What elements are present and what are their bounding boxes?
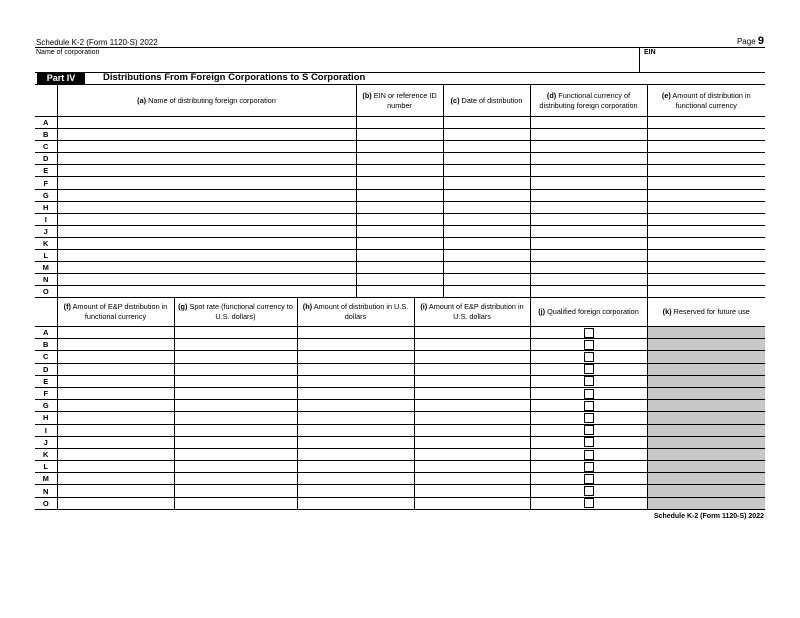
input-cell-h[interactable] [297, 339, 414, 351]
input-cell-i[interactable] [414, 375, 530, 387]
input-cell-f[interactable] [57, 327, 174, 339]
row-label: I [35, 213, 57, 225]
qualified-foreign-corporation-checkbox[interactable] [584, 425, 594, 435]
input-cell-i[interactable] [414, 363, 530, 375]
table-row [35, 387, 765, 399]
input-cell-g[interactable] [174, 473, 297, 485]
table-row [35, 375, 765, 387]
input-cell-a[interactable] [57, 177, 356, 189]
input-cell-e[interactable] [647, 153, 765, 165]
table-row [35, 141, 765, 153]
input-cell-e[interactable] [647, 189, 765, 201]
input-cell-a[interactable] [57, 262, 356, 274]
input-cell-i[interactable] [414, 424, 530, 436]
qualified-foreign-corporation-checkbox[interactable] [584, 340, 594, 350]
input-cell-a[interactable] [57, 165, 356, 177]
input-cell-e[interactable] [647, 177, 765, 189]
input-cell-f[interactable] [57, 412, 174, 424]
row-label: M [35, 473, 57, 485]
table-row [35, 351, 765, 363]
input-cell-g[interactable] [174, 375, 297, 387]
input-cell-c[interactable] [443, 250, 530, 262]
input-cell-i[interactable] [414, 436, 530, 448]
input-cell-c[interactable] [443, 213, 530, 225]
reserved-cell [647, 327, 765, 339]
input-cell-f[interactable] [57, 400, 174, 412]
input-cell-b[interactable] [356, 274, 443, 286]
input-cell-d[interactable] [530, 250, 647, 262]
input-cell-i[interactable] [414, 497, 530, 509]
input-cell-i[interactable] [414, 461, 530, 473]
input-cell-g[interactable] [174, 339, 297, 351]
input-cell-a[interactable] [57, 213, 356, 225]
input-cell-a[interactable] [57, 201, 356, 213]
input-cell-a[interactable] [57, 117, 356, 129]
row-label: K [35, 237, 57, 249]
row-label: A [35, 117, 57, 129]
reserved-cell [647, 485, 765, 497]
column-header-f: (f) Amount of E&P distribution in functional currency [57, 298, 174, 327]
row-label: B [35, 339, 57, 351]
input-cell-c[interactable] [443, 225, 530, 237]
row-label: L [35, 461, 57, 473]
input-cell-b[interactable] [356, 213, 443, 225]
qualified-foreign-corporation-cell [530, 461, 647, 473]
reserved-cell [647, 375, 765, 387]
reserved-cell [647, 497, 765, 509]
input-cell-g[interactable] [174, 363, 297, 375]
distributions-table-1 [35, 84, 765, 298]
row-label: G [35, 400, 57, 412]
input-cell-a[interactable] [57, 153, 356, 165]
input-cell-d[interactable] [530, 177, 647, 189]
input-cell-h[interactable] [297, 497, 414, 509]
qualified-foreign-corporation-cell [530, 485, 647, 497]
input-cell-d[interactable] [530, 165, 647, 177]
page-number [737, 35, 764, 47]
table-row [35, 201, 765, 213]
input-cell-c[interactable] [443, 165, 530, 177]
table-row [35, 213, 765, 225]
input-cell-g[interactable] [174, 424, 297, 436]
qualified-foreign-corporation-checkbox[interactable] [584, 401, 594, 411]
column-header-g: (g) Spot rate (functional currency to U.S. dollars) [174, 298, 297, 327]
input-cell-e[interactable] [647, 201, 765, 213]
input-cell-b[interactable] [356, 129, 443, 141]
table-row [35, 448, 765, 460]
input-cell-h[interactable] [297, 424, 414, 436]
table-row [35, 237, 765, 249]
qualified-foreign-corporation-cell [530, 339, 647, 351]
qualified-foreign-corporation-cell [530, 436, 647, 448]
input-cell-h[interactable] [297, 461, 414, 473]
reserved-cell [647, 424, 765, 436]
input-cell-c[interactable] [443, 262, 530, 274]
input-cell-d[interactable] [530, 153, 647, 165]
table-row [35, 274, 765, 286]
table-row [35, 177, 765, 189]
row-label: K [35, 448, 57, 460]
input-cell-b[interactable] [356, 201, 443, 213]
table-row [35, 461, 765, 473]
input-cell-a[interactable] [57, 237, 356, 249]
row-label: N [35, 274, 57, 286]
qualified-foreign-corporation-checkbox[interactable] [584, 352, 594, 362]
input-cell-d[interactable] [530, 129, 647, 141]
qualified-foreign-corporation-checkbox[interactable] [584, 486, 594, 496]
reserved-cell [647, 363, 765, 375]
column-header-d: (d) Functional currency of distributing foreign corporation [530, 85, 647, 117]
row-label: A [35, 327, 57, 339]
input-cell-b[interactable] [356, 165, 443, 177]
qualified-foreign-corporation-cell [530, 363, 647, 375]
form-id-header: Schedule K-2 (Form 1120-S) 2022 [36, 38, 158, 47]
table-header-row [35, 298, 765, 327]
input-cell-f[interactable] [57, 363, 174, 375]
input-cell-b[interactable] [356, 177, 443, 189]
input-cell-d[interactable] [530, 274, 647, 286]
input-cell-b[interactable] [356, 189, 443, 201]
row-label: E [35, 165, 57, 177]
input-cell-f[interactable] [57, 436, 174, 448]
input-cell-f[interactable] [57, 485, 174, 497]
table-row [35, 485, 765, 497]
qualified-foreign-corporation-cell [530, 497, 647, 509]
row-label: L [35, 250, 57, 262]
input-cell-i[interactable] [414, 400, 530, 412]
input-cell-f[interactable] [57, 339, 174, 351]
input-cell-a[interactable] [57, 189, 356, 201]
input-cell-i[interactable] [414, 473, 530, 485]
table-row [35, 424, 765, 436]
qualified-foreign-corporation-checkbox[interactable] [584, 364, 594, 374]
input-cell-f[interactable] [57, 351, 174, 363]
input-cell-h[interactable] [297, 412, 414, 424]
input-cell-e[interactable] [647, 129, 765, 141]
input-cell-i[interactable] [414, 485, 530, 497]
input-cell-h[interactable] [297, 436, 414, 448]
distributions-table-2 [35, 297, 765, 510]
table-row [35, 412, 765, 424]
column-header-j: (j) Qualified foreign corporation [530, 298, 647, 327]
qualified-foreign-corporation-cell [530, 424, 647, 436]
input-cell-g[interactable] [174, 461, 297, 473]
qualified-foreign-corporation-cell [530, 351, 647, 363]
qualified-foreign-corporation-cell [530, 327, 647, 339]
qualified-foreign-corporation-checkbox[interactable] [584, 498, 594, 508]
input-cell-e[interactable] [647, 250, 765, 262]
qualified-foreign-corporation-cell [530, 375, 647, 387]
input-cell-g[interactable] [174, 497, 297, 509]
input-cell-d[interactable] [530, 189, 647, 201]
row-label: J [35, 225, 57, 237]
reserved-cell [647, 351, 765, 363]
row-label: J [35, 436, 57, 448]
part-number-badge: Part IV [37, 72, 85, 84]
input-cell-h[interactable] [297, 485, 414, 497]
reserved-cell [647, 448, 765, 460]
qualified-foreign-corporation-cell [530, 387, 647, 399]
row-label: D [35, 363, 57, 375]
input-cell-a[interactable] [57, 274, 356, 286]
input-cell-e[interactable] [647, 213, 765, 225]
input-cell-e[interactable] [647, 237, 765, 249]
input-cell-b[interactable] [356, 141, 443, 153]
input-cell-h[interactable] [297, 327, 414, 339]
input-cell-g[interactable] [174, 436, 297, 448]
input-cell-a[interactable] [57, 129, 356, 141]
input-cell-h[interactable] [297, 448, 414, 460]
row-label: H [35, 201, 57, 213]
page-label: Page [736, 37, 756, 46]
input-cell-c[interactable] [443, 274, 530, 286]
input-cell-f[interactable] [57, 375, 174, 387]
input-cell-b[interactable] [356, 237, 443, 249]
input-cell-e[interactable] [647, 274, 765, 286]
input-cell-c[interactable] [443, 129, 530, 141]
input-cell-d[interactable] [530, 141, 647, 153]
reserved-cell [647, 461, 765, 473]
input-cell-c[interactable] [443, 237, 530, 249]
row-label: G [35, 189, 57, 201]
input-cell-b[interactable] [356, 225, 443, 237]
column-header-i: (i) Amount of E&P distribution in U.S. dollars [414, 298, 530, 327]
input-cell-c[interactable] [443, 153, 530, 165]
table-row [35, 497, 765, 509]
row-label: E [35, 375, 57, 387]
input-cell-c[interactable] [443, 189, 530, 201]
input-cell-c[interactable] [443, 117, 530, 129]
name-row [35, 48, 765, 72]
input-cell-e[interactable] [647, 141, 765, 153]
row-label: F [35, 177, 57, 189]
input-cell-i[interactable] [414, 351, 530, 363]
row-label: C [35, 351, 57, 363]
table-row [35, 153, 765, 165]
name-of-corporation-label: Name of corporation [36, 49, 100, 56]
table-row [35, 473, 765, 485]
input-cell-b[interactable] [356, 250, 443, 262]
column-header-a: (a) Name of distributing foreign corporation [57, 85, 356, 117]
column-header-e: (e) Amount of distribution in functional currency [647, 85, 765, 117]
reserved-cell [647, 339, 765, 351]
input-cell-b[interactable] [356, 153, 443, 165]
input-cell-i[interactable] [414, 339, 530, 351]
input-cell-h[interactable] [297, 351, 414, 363]
row-label: N [35, 485, 57, 497]
input-cell-i[interactable] [414, 448, 530, 460]
row-label: D [35, 153, 57, 165]
input-cell-a[interactable] [57, 225, 356, 237]
input-cell-e[interactable] [647, 262, 765, 274]
form-id-footer: Schedule K-2 (Form 1120-S) 2022 [653, 513, 764, 520]
input-cell-f[interactable] [57, 448, 174, 460]
table-row [35, 363, 765, 375]
input-cell-g[interactable] [174, 327, 297, 339]
row-label: B [35, 129, 57, 141]
input-cell-f[interactable] [57, 387, 174, 399]
ein-label: EIN [644, 49, 656, 56]
input-cell-g[interactable] [174, 387, 297, 399]
column-header-k: (k) Reserved for future use [647, 298, 765, 327]
input-cell-d[interactable] [530, 117, 647, 129]
input-cell-b[interactable] [356, 262, 443, 274]
table-row [35, 165, 765, 177]
input-cell-g[interactable] [174, 448, 297, 460]
qualified-foreign-corporation-checkbox[interactable] [584, 474, 594, 484]
input-cell-f[interactable] [57, 461, 174, 473]
qualified-foreign-corporation-checkbox[interactable] [584, 376, 594, 386]
table-row [35, 327, 765, 339]
ein-field[interactable] [639, 48, 656, 72]
input-cell-h[interactable] [297, 473, 414, 485]
input-cell-c[interactable] [443, 201, 530, 213]
qualified-foreign-corporation-checkbox[interactable] [584, 450, 594, 460]
input-cell-i[interactable] [414, 327, 530, 339]
qualified-foreign-corporation-cell [530, 400, 647, 412]
input-cell-d[interactable] [530, 237, 647, 249]
input-cell-h[interactable] [297, 387, 414, 399]
row-label: M [35, 262, 57, 274]
input-cell-e[interactable] [647, 117, 765, 129]
input-cell-g[interactable] [174, 412, 297, 424]
qualified-foreign-corporation-cell [530, 473, 647, 485]
input-cell-h[interactable] [297, 400, 414, 412]
row-label: C [35, 141, 57, 153]
qualified-foreign-corporation-checkbox[interactable] [584, 413, 594, 423]
input-cell-g[interactable] [174, 351, 297, 363]
input-cell-f[interactable] [57, 473, 174, 485]
table-row [35, 400, 765, 412]
part-title: Distributions From Foreign Corporations to S Corporation [103, 72, 366, 83]
row-label: O [35, 286, 57, 298]
input-cell-c[interactable] [443, 141, 530, 153]
page-number-value: 9 [757, 35, 764, 47]
column-header-h: (h) Amount of distribution in U.S. dollars [297, 298, 414, 327]
reserved-cell [647, 473, 765, 485]
part-header [35, 72, 765, 84]
table-row [35, 189, 765, 201]
input-cell-i[interactable] [414, 412, 530, 424]
row-label: I [35, 424, 57, 436]
qualified-foreign-corporation-cell [530, 412, 647, 424]
input-cell-g[interactable] [174, 485, 297, 497]
table-row [35, 436, 765, 448]
input-cell-e[interactable] [647, 165, 765, 177]
reserved-cell [647, 400, 765, 412]
input-cell-h[interactable] [297, 375, 414, 387]
input-cell-e[interactable] [647, 225, 765, 237]
input-cell-d[interactable] [530, 225, 647, 237]
input-cell-a[interactable] [57, 141, 356, 153]
input-cell-g[interactable] [174, 400, 297, 412]
input-cell-c[interactable] [443, 177, 530, 189]
reserved-cell [647, 412, 765, 424]
qualified-foreign-corporation-checkbox[interactable] [584, 437, 594, 447]
reserved-cell [647, 436, 765, 448]
qualified-foreign-corporation-checkbox[interactable] [584, 462, 594, 472]
input-cell-i[interactable] [414, 387, 530, 399]
input-cell-d[interactable] [530, 262, 647, 274]
row-label-header [35, 85, 57, 117]
qualified-foreign-corporation-checkbox[interactable] [584, 389, 594, 399]
input-cell-h[interactable] [297, 363, 414, 375]
table-row [35, 225, 765, 237]
row-label: H [35, 412, 57, 424]
input-cell-d[interactable] [530, 201, 647, 213]
reserved-cell [647, 387, 765, 399]
table-row [35, 117, 765, 129]
table-header-row [35, 85, 765, 117]
row-label: F [35, 387, 57, 399]
row-label-header [35, 298, 57, 327]
table-row [35, 262, 765, 274]
table-row [35, 129, 765, 141]
input-cell-d[interactable] [530, 213, 647, 225]
table-row [35, 339, 765, 351]
column-header-c: (c) Date of distribution [443, 85, 530, 117]
table-row [35, 250, 765, 262]
column-header-b: (b) EIN or reference ID number [356, 85, 443, 117]
qualified-foreign-corporation-checkbox[interactable] [584, 328, 594, 338]
input-cell-f[interactable] [57, 424, 174, 436]
input-cell-b[interactable] [356, 117, 443, 129]
input-cell-a[interactable] [57, 250, 356, 262]
input-cell-f[interactable] [57, 497, 174, 509]
qualified-foreign-corporation-cell [530, 448, 647, 460]
row-label: O [35, 497, 57, 509]
